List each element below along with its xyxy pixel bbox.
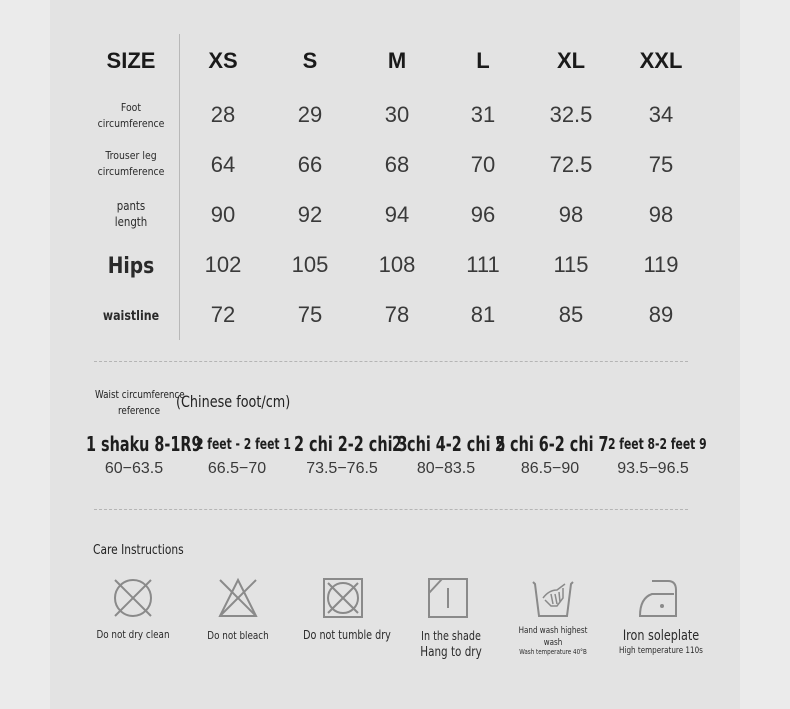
table-cell: 66 [297,152,323,177]
table-cell: 94 [384,202,410,227]
hand-wash-icon [531,576,575,620]
table-cell: 75 [297,302,323,327]
row-label-hips: Hips [107,254,155,279]
table-cell: 31 [470,102,496,127]
size-header-s: S [302,48,318,73]
size-header-xxl: XXL [639,48,683,73]
table-cell: 102 [204,252,242,277]
care-label-hang-to-dry: Hang to dry [420,645,482,660]
hang-dry-shade-icon [426,576,470,620]
care-label-hand-wash: Hand wash highest [518,626,588,636]
care-label-wash-temperature: Wash temperature 40°B [519,648,587,656]
do-not-bleach-icon [216,576,260,620]
row-label-foot-circumference: Foot circumference [97,101,165,130]
table-cell: 98 [648,202,674,227]
chinese-unit-range: 2 chi 4-2 chi 5 [392,432,506,456]
table-cell: 96 [470,202,496,227]
size-header-label: SIZE [106,48,156,73]
table-cell: 30 [384,102,410,127]
care-label-hand-wash-line2: wash [543,638,563,648]
row-label-pants-length: pants length [114,199,148,229]
table-cell: 72.5 [549,152,593,177]
table-cell: 108 [378,252,416,277]
table-cell: 28 [210,102,236,127]
cm-range: 86.5−90 [520,460,580,477]
size-header-m: M [387,48,407,73]
waist-reference-label-line2: reference [118,404,161,417]
care-label-do-not-dry-clean: Do not dry clean [96,628,170,641]
row-label-waistline: waistline [102,309,160,324]
care-label-do-not-tumble-dry: Do not tumble dry [303,628,391,642]
care-label-in-the-shade: In the shade [421,629,481,643]
table-cell: 90 [210,202,236,227]
table-cell: 64 [210,152,236,177]
cm-range: 93.5−96.5 [617,460,689,477]
cm-range: 66.5−70 [207,460,267,477]
table-cell: 81 [470,302,496,327]
care-instructions-title: Care Instructions [93,543,184,558]
table-cell: 68 [384,152,410,177]
do-not-tumble-dry-icon [321,576,365,620]
cm-range: 60−63.5 [104,460,164,477]
table-cell: 98 [558,202,584,227]
table-cell: 92 [297,202,323,227]
size-header-xs: XS [208,48,238,73]
care-label-iron-soleplate: Iron soleplate [622,628,700,644]
table-cell: 85 [558,302,584,327]
do-not-dry-clean-icon [111,576,155,620]
iron-icon [636,576,680,620]
table-cell: 105 [291,252,329,277]
table-cell: 34 [648,102,674,127]
table-cell: 72 [210,302,236,327]
table-divider [179,34,180,340]
table-cell: 89 [648,302,674,327]
chinese-unit-range: 2 feet - 2 feet 1 [196,435,291,453]
chinese-unit-range: 1 shaku 8-1R9 [86,432,202,456]
waist-reference-unit: (Chinese foot/cm) [176,392,291,411]
size-header-xl: XL [556,48,586,73]
row-label-trouser-leg-circumference: Trouser leg circumference [97,149,165,178]
waist-reference-label-line1: Waist circumference [95,388,185,401]
size-header-l: L [476,48,490,73]
care-label-do-not-bleach: Do not bleach [207,629,269,642]
cm-range: 73.5−76.5 [306,460,378,477]
table-cell: 115 [553,252,589,277]
table-cell: 78 [384,302,410,327]
chinese-unit-range: 2 feet 8-2 feet 9 [608,435,707,453]
table-cell: 32.5 [549,102,593,127]
care-label-high-temperature: High temperature 110s [619,646,703,656]
chinese-unit-range: 2 chi 2-2 chi 3 [294,432,408,456]
table-cell: 75 [648,152,674,177]
section-divider [94,509,688,510]
table-cell: 111 [466,252,500,277]
table-cell: 70 [470,152,496,177]
table-cell: 29 [297,102,323,127]
table-cell: 119 [643,252,679,277]
section-divider [94,361,688,362]
chinese-unit-range: 2 chi 6-2 chi 7 [495,432,609,456]
cm-range: 80−83.5 [416,460,476,477]
